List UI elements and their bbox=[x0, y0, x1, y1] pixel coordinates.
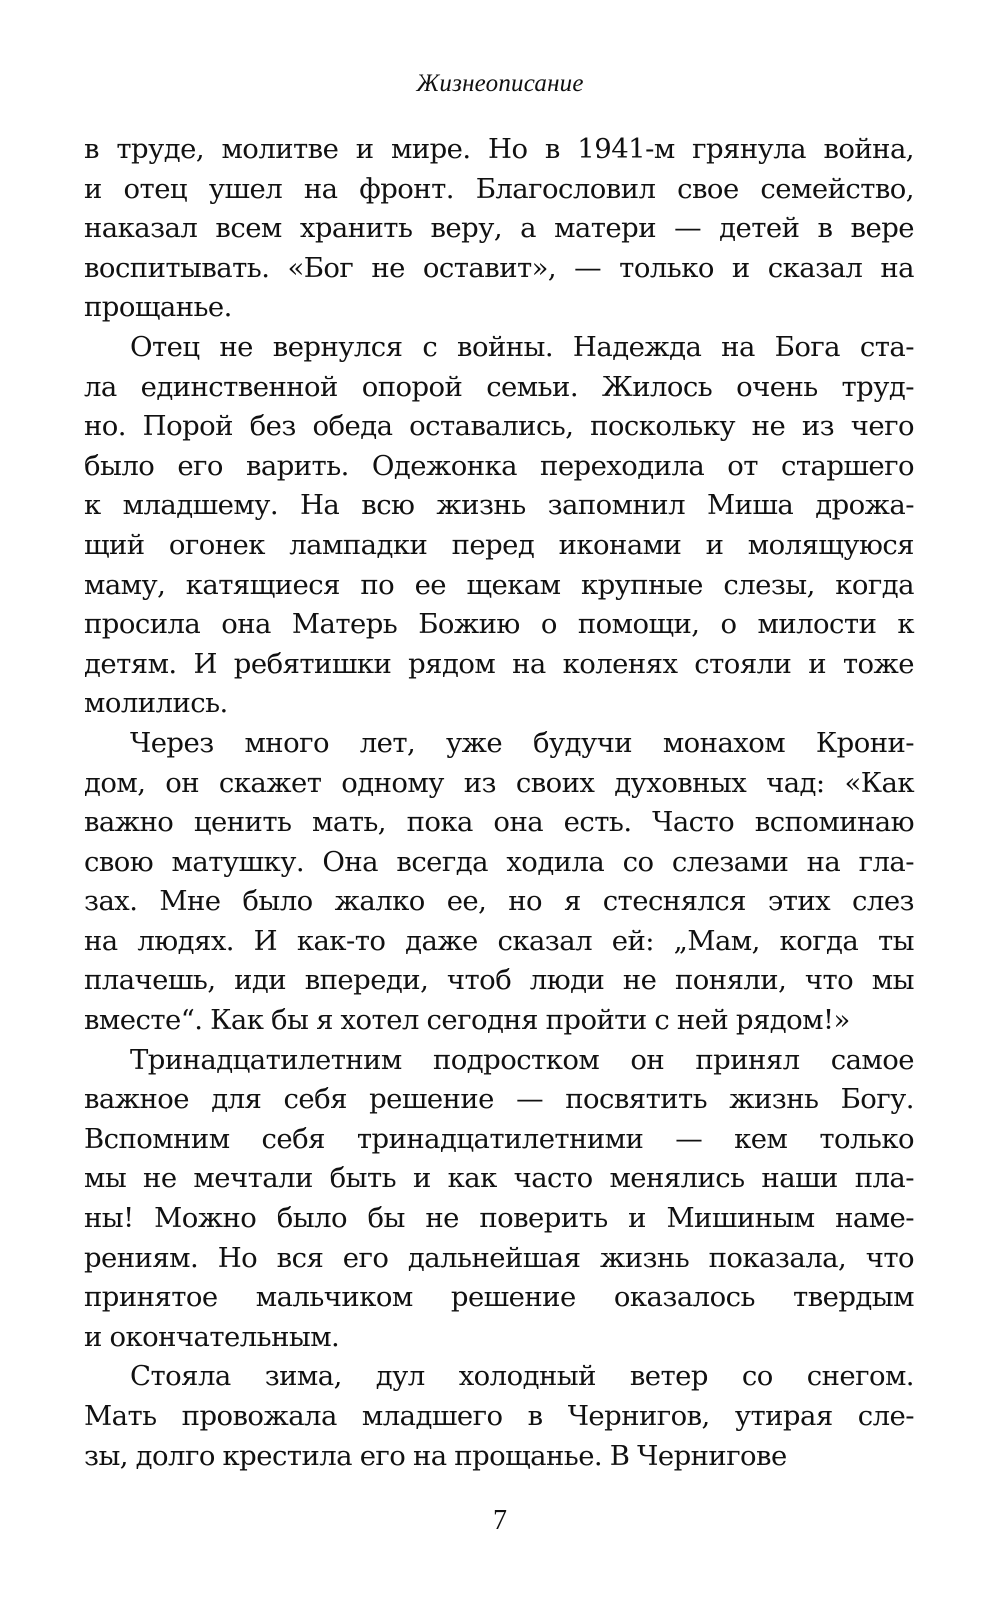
text-line: но. Порой без обеда оставались, поскольку не из чего bbox=[84, 410, 914, 443]
text-line: рениям. Но вся его дальнейшая жизнь показала, что bbox=[84, 1241, 914, 1274]
text-line: воспитывать. «Бог не оставит», — только и сказал на bbox=[84, 251, 914, 284]
text-line: зах. Мне было жалко ее, но я стеснялся этих слез bbox=[84, 885, 914, 918]
text-line: ны! Можно было бы не поверить и Мишиным наме- bbox=[84, 1202, 914, 1235]
text-line: маму, катящиеся по ее щекам крупные слезы, когда bbox=[84, 568, 914, 601]
paragraph-first-line: Отец не вернулся с войны. Надежда на Бога ста- bbox=[130, 330, 914, 363]
paragraph-first-line: Тринадцатилетним подростком он принял самое bbox=[130, 1043, 914, 1076]
paragraph-first-line: Через много лет, уже будучи монахом Крони- bbox=[130, 726, 914, 759]
paragraph-first-line: Стояла зима, дул холодный ветер со снегом. bbox=[130, 1360, 914, 1393]
text-line: прощанье. bbox=[84, 291, 232, 324]
text-line: и отец ушел на фронт. Благословил свое семейство, bbox=[84, 172, 914, 205]
text-line: просила она Матерь Божию о помощи, о милости к bbox=[84, 608, 914, 641]
text-line: вместе“. Как бы я хотел сегодня пройти с ней рядом!» bbox=[84, 1004, 850, 1037]
body-text bbox=[84, 130, 914, 1476]
text-line: ла единственной опорой семьи. Жилось очень труд- bbox=[84, 370, 914, 403]
text-line: принятое мальчиком решение оказалось твердым bbox=[84, 1281, 914, 1314]
text-line: важное для себя решение — посвятить жизнь Богу. bbox=[84, 1083, 914, 1116]
text-line: наказал всем хранить веру, а матери — детей в вере bbox=[84, 212, 914, 245]
text-line: щий огонек лампадки перед иконами и молящуюся bbox=[84, 528, 914, 561]
text-line: молились. bbox=[84, 687, 228, 720]
text-line: и окончательным. bbox=[84, 1320, 340, 1353]
page-number: 7 bbox=[493, 1505, 507, 1536]
text-line: Вспомним себя тринадцатилетними — кем только bbox=[84, 1122, 914, 1155]
text-line: Мать провожала младшего в Чернигов, утирая сле- bbox=[84, 1400, 914, 1432]
text-line: зы, долго крестила его на прощанье. В Чернигове bbox=[84, 1439, 787, 1472]
text-line: к младшему. На всю жизнь запомнил Миша дрожа- bbox=[84, 489, 914, 522]
text-line: важно ценить мать, пока она есть. Часто вспоминаю bbox=[84, 806, 914, 839]
text-line: было его варить. Одежонка переходила от старшего bbox=[84, 449, 914, 482]
text-line: в труде, молитве и мире. Но в 1941-м грянула война, bbox=[84, 133, 914, 165]
text-line: мы не мечтали быть и как часто менялись наши пла- bbox=[84, 1162, 914, 1195]
text-line: свою матушку. Она всегда ходила со слезами на гла- bbox=[84, 845, 914, 878]
text-line: на людях. И как-то даже сказал ей: „Мам, когда ты bbox=[84, 924, 914, 957]
running-head: Жизнеописание bbox=[416, 70, 584, 97]
text-line: детям. И ребятишки рядом на коленях стояли и тоже bbox=[84, 647, 914, 680]
text-line: дом, он скажет одному из своих духовных чад: «Как bbox=[84, 766, 914, 799]
text-line: плачешь, иди впереди, чтоб люди не поняли, что мы bbox=[84, 964, 914, 997]
